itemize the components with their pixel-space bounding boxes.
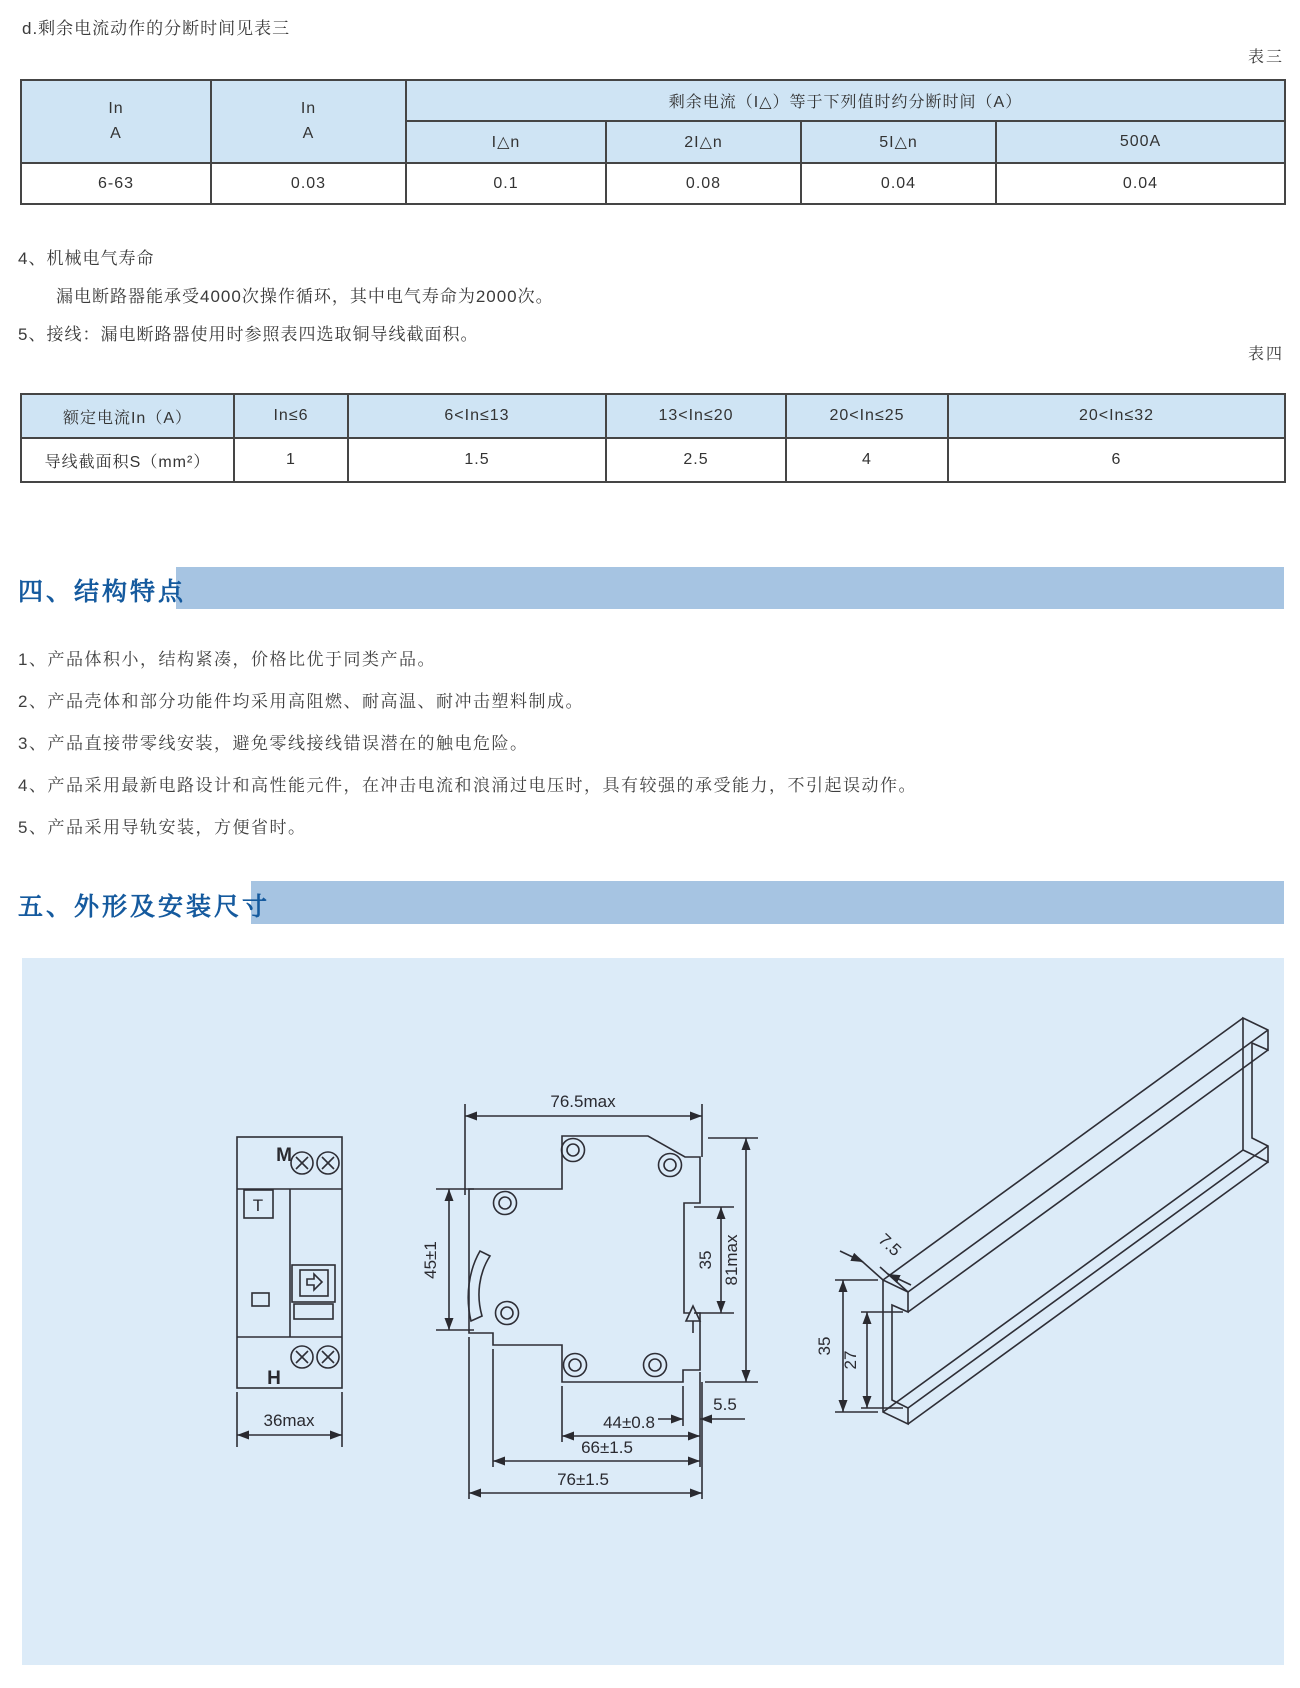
- dimension-drawing-panel: [22, 958, 1284, 1665]
- side-total-height-dim: 81max: [722, 1234, 741, 1286]
- section-structure-title: 四、结构特点: [18, 578, 187, 606]
- table4-header-cell: 20<In≤25: [786, 394, 948, 438]
- table4-tag: 表四: [1247, 346, 1284, 363]
- feature-item: 2、产品壳体和部分功能件均采用高阻燃、耐高温、耐冲击塑料制成。: [18, 692, 584, 711]
- note5: 5、接线：漏电断路器使用时参照表四选取铜导线截面积。: [18, 325, 479, 344]
- table4-cell: 2.5: [606, 438, 786, 482]
- terminal-screw-icon: [291, 1152, 339, 1368]
- front-window: [252, 1293, 269, 1306]
- din-rail-drawing: [835, 1018, 1268, 1424]
- rail-depth-dim: 7.5: [874, 1229, 905, 1260]
- front-view-drawing: [237, 1137, 342, 1447]
- table3-col1-header: [21, 80, 211, 163]
- breaking-time-table: [20, 79, 1286, 205]
- feature-item: 4、产品采用最新电路设计和高性能元件，在冲击电流和浪涌过电压时，具有较强的承受能力，不引起误动作。: [18, 776, 917, 795]
- table4-header-cell: 额定电流In（A）: [21, 394, 234, 438]
- dimension-drawings: [22, 958, 1284, 1665]
- note4-title: 4、机械电气寿命: [18, 249, 155, 268]
- front-width-dim: 36max: [263, 1411, 315, 1430]
- operating-lever: [468, 1251, 490, 1321]
- table3-col1-line1: In: [108, 99, 124, 117]
- table4-cell: 6: [948, 438, 1285, 482]
- table4-header-cell: 13<In≤20: [606, 394, 786, 438]
- table3-cell: 0.04: [996, 163, 1285, 204]
- table3-col2-line2: A: [302, 124, 315, 142]
- table4-cell: 导线截面积S（mm²）: [21, 438, 234, 482]
- table3-col1-line2: A: [110, 124, 122, 142]
- section-dimensions-title: 五、外形及安装尺寸: [18, 893, 271, 921]
- terminal-screw-icon: [494, 1139, 682, 1377]
- feature-item: 1、产品体积小，结构紧凑，价格比优于同类产品。: [18, 650, 436, 669]
- table3-subheader: 5I△n: [801, 121, 996, 163]
- table4-cell: 1.5: [348, 438, 606, 482]
- rail-inner-dim: 27: [841, 1350, 860, 1370]
- side-dim-76: 76±1.5: [557, 1470, 609, 1489]
- note4-body: 漏电断路器能承受4000次操作循环，其中电气寿命为2000次。: [56, 287, 554, 306]
- table3-span-header: 剩余电流（I△）等于下列值时约分断时间（A）: [406, 80, 1285, 121]
- side-width-dim: 76.5max: [550, 1092, 616, 1111]
- table3-cell: 0.03: [211, 163, 406, 204]
- test-button-label: T: [252, 1196, 264, 1215]
- side-dim-66: 66±1.5: [581, 1438, 633, 1457]
- table3-tag: 表三: [1247, 49, 1284, 66]
- handle-arrow-icon: [307, 1274, 322, 1290]
- table4-header-cell: 20<In≤32: [948, 394, 1285, 438]
- table4-header-cell: 6<In≤13: [348, 394, 606, 438]
- intro-line: d.剩余电流动作的分断时间见表三: [22, 19, 291, 38]
- side-front-height-dim: 45±1: [421, 1241, 440, 1279]
- front-bottom-label: H: [267, 1368, 281, 1389]
- breaker-side-outline: [469, 1136, 700, 1382]
- table4-data-row: [21, 438, 1285, 482]
- feature-item: 5、产品采用导轨安装，方便省时。: [18, 818, 307, 837]
- table3-data-row: [21, 163, 1285, 204]
- table3-cell: 0.1: [406, 163, 606, 204]
- rail-height-dim: 35: [815, 1336, 834, 1356]
- table3-cell: 0.04: [801, 163, 996, 204]
- table4-cell: 1: [234, 438, 348, 482]
- feature-item: 3、产品直接带零线安装，避免零线接线错误潜在的触电危险。: [18, 734, 529, 753]
- side-clip-dim: 5.5: [713, 1395, 737, 1414]
- table3-cell: 0.08: [606, 163, 801, 204]
- side-dim-44: 44±0.8: [603, 1413, 655, 1432]
- table3-subheader: I△n: [406, 121, 606, 163]
- table3-cell: 6-63: [21, 163, 211, 204]
- side-slot-height-dim: 35: [696, 1250, 715, 1270]
- table3-subheader: 2I△n: [606, 121, 801, 163]
- section-structure-bar: [176, 567, 1284, 609]
- table3-subheader: 500A: [996, 121, 1285, 163]
- table3-col2-line1: In: [300, 99, 317, 117]
- section-dimensions-bar: [251, 881, 1284, 924]
- table4-cell: 4: [786, 438, 948, 482]
- table3-col2-header: [211, 80, 406, 163]
- table4-header-row: [21, 394, 1285, 438]
- table4-header-cell: In≤6: [234, 394, 348, 438]
- wire-section-table: [20, 393, 1286, 483]
- front-top-label: M: [276, 1145, 292, 1166]
